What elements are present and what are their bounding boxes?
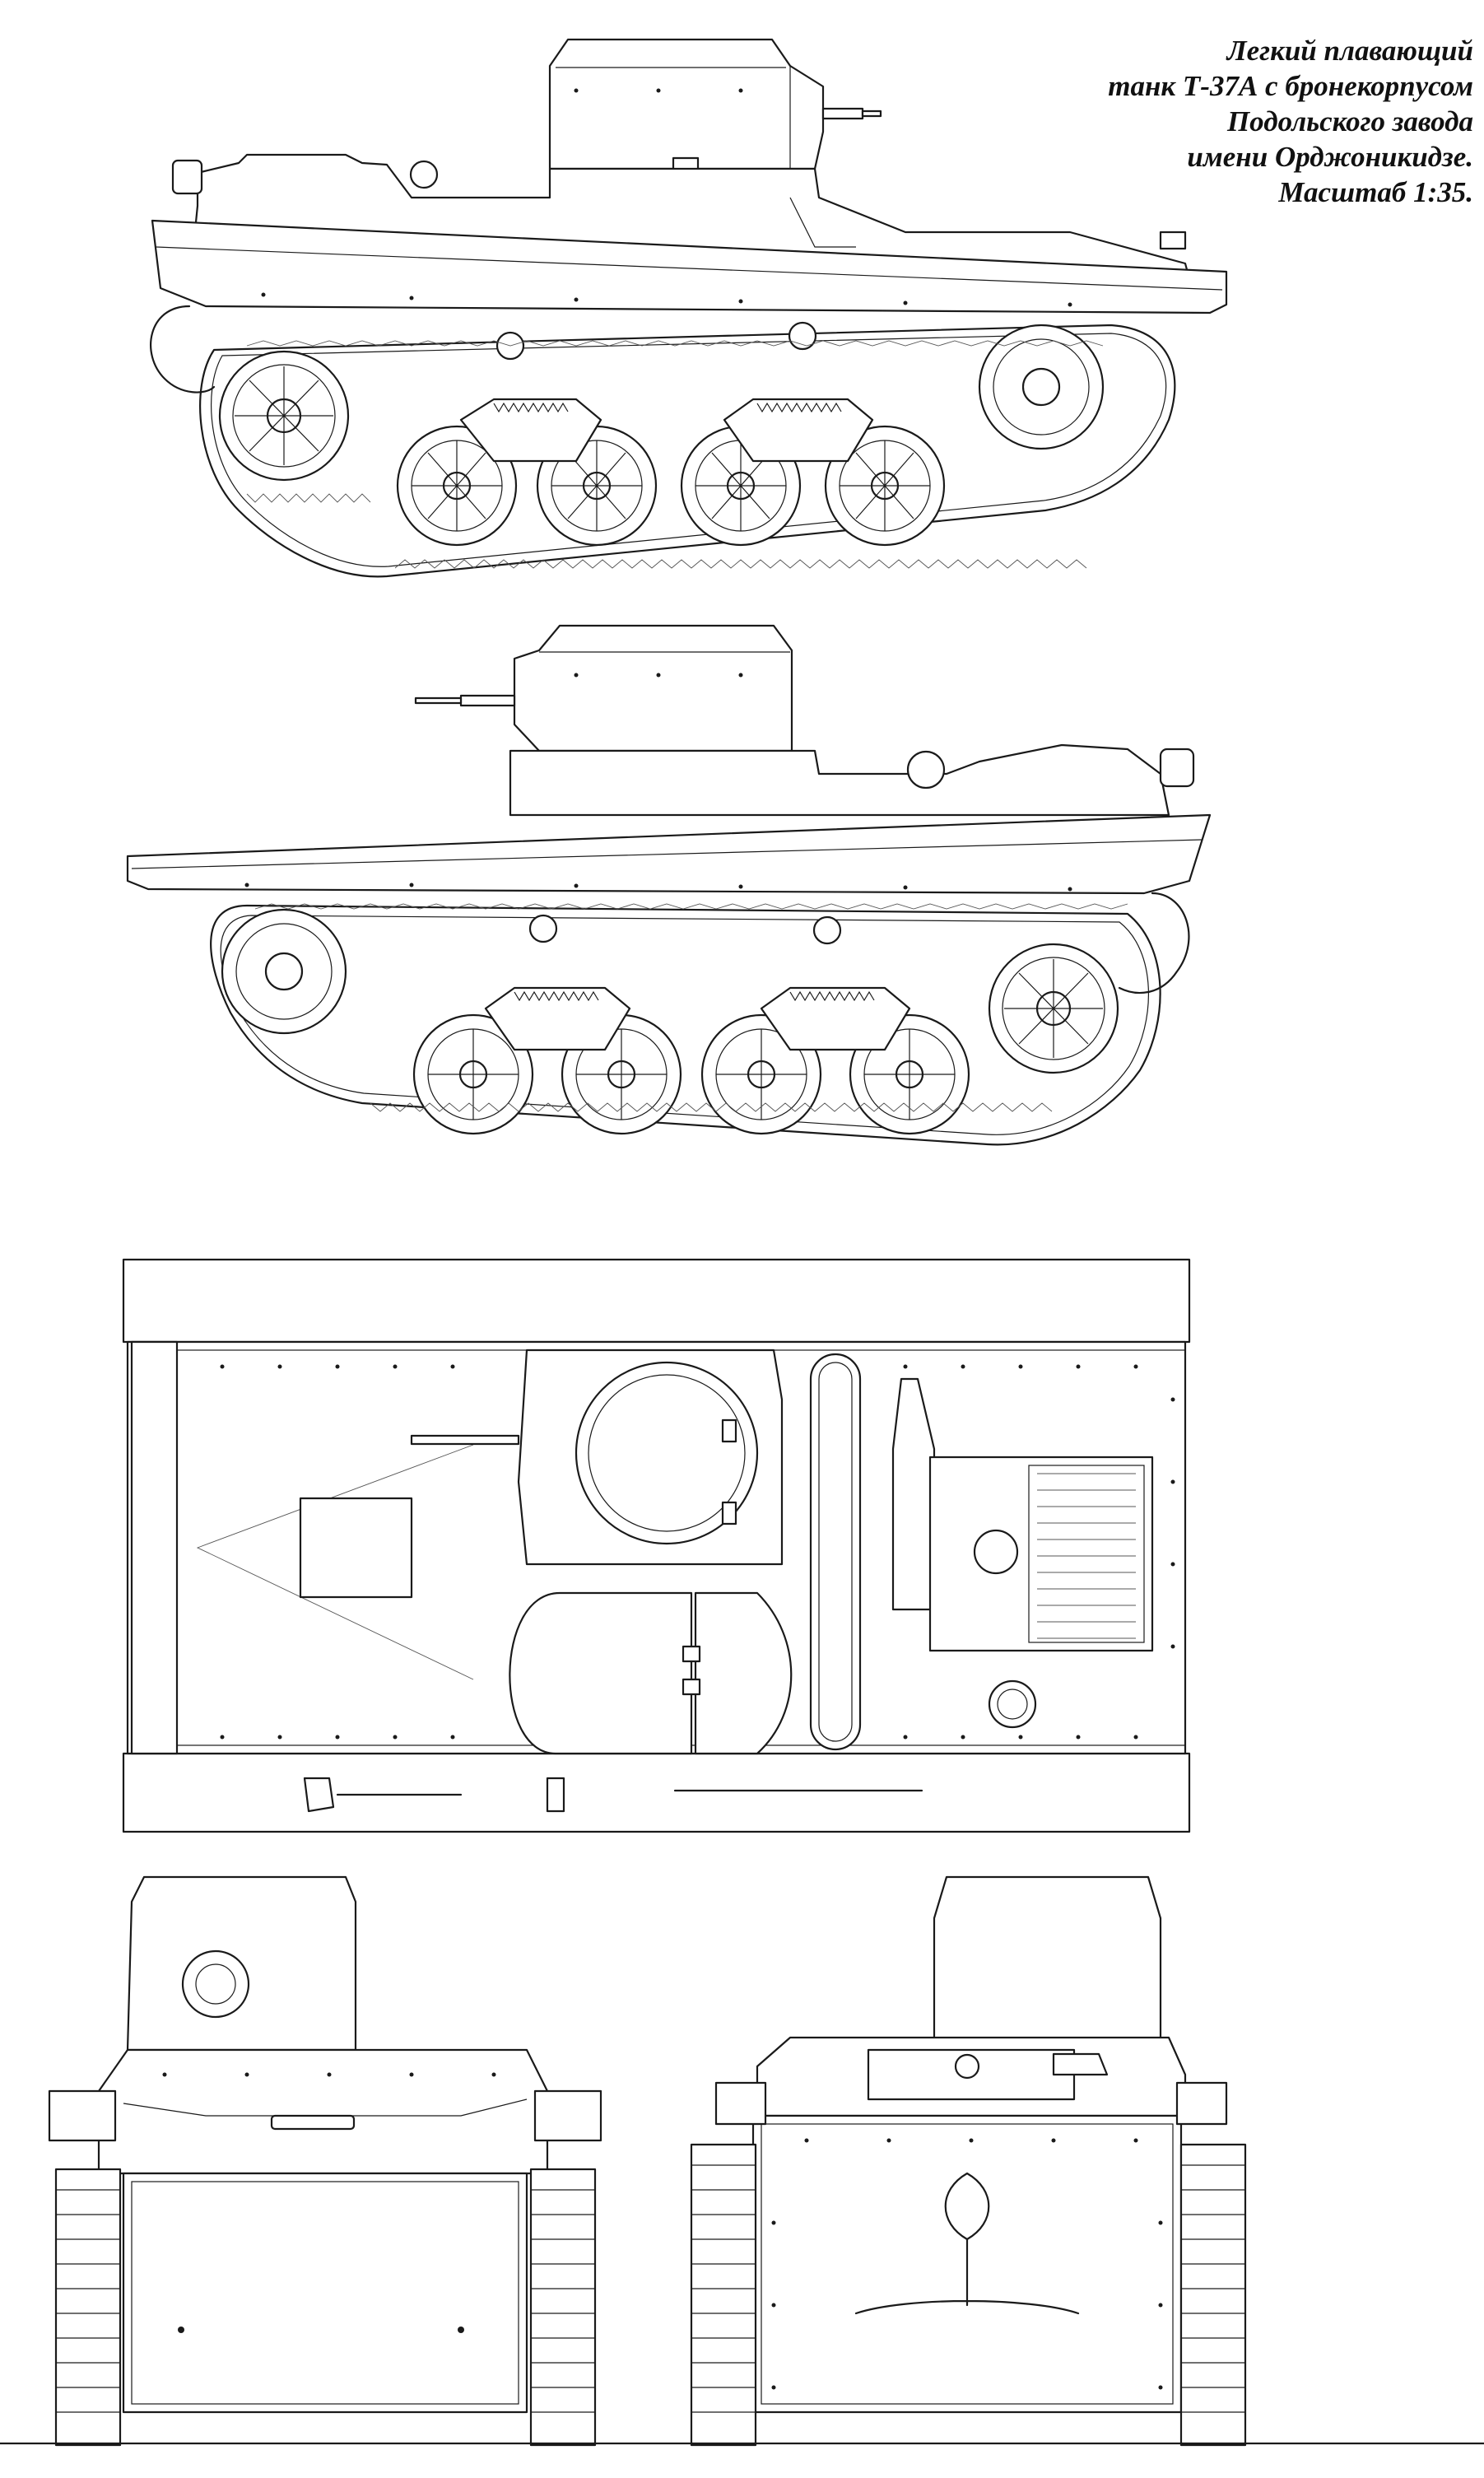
hull-front xyxy=(99,2050,547,2173)
left-track-rear xyxy=(691,2145,756,2445)
right-track-rear xyxy=(1181,2145,1245,2445)
front-view xyxy=(49,1877,601,2445)
right-side-view xyxy=(128,626,1210,1144)
rear-view xyxy=(691,1877,1245,2445)
driver-hatch xyxy=(509,1593,691,1754)
engine-access-panel xyxy=(811,1354,860,1749)
left-side-view xyxy=(151,40,1226,576)
turret-gun-top xyxy=(412,1436,519,1444)
turret-gun xyxy=(461,696,514,706)
caption-line-4: имени Орджоникидзе. xyxy=(1187,141,1473,173)
engine-deck xyxy=(510,745,1169,815)
suspension-bogies xyxy=(486,988,909,1050)
caption-line-1: Легкий плавающий xyxy=(1226,35,1473,67)
caption-line-2: танк Т-37А с бронекорпусом xyxy=(1108,70,1473,102)
track-guard-bottom xyxy=(123,1754,1189,1832)
caption-line-5: Масштаб 1:35. xyxy=(1278,176,1473,208)
turret-rear xyxy=(934,1877,1161,2050)
track-guard-top xyxy=(123,1260,1189,1342)
top-view xyxy=(123,1260,1189,1832)
right-track-front xyxy=(531,2169,595,2445)
turret-gun xyxy=(823,109,863,119)
caption-line-3: Подольского завода xyxy=(1226,105,1473,137)
turret xyxy=(514,626,792,751)
suspension-bogies xyxy=(461,399,872,461)
turret xyxy=(550,40,823,169)
left-track-front xyxy=(56,2169,120,2445)
hull-lower-front xyxy=(123,2173,527,2412)
